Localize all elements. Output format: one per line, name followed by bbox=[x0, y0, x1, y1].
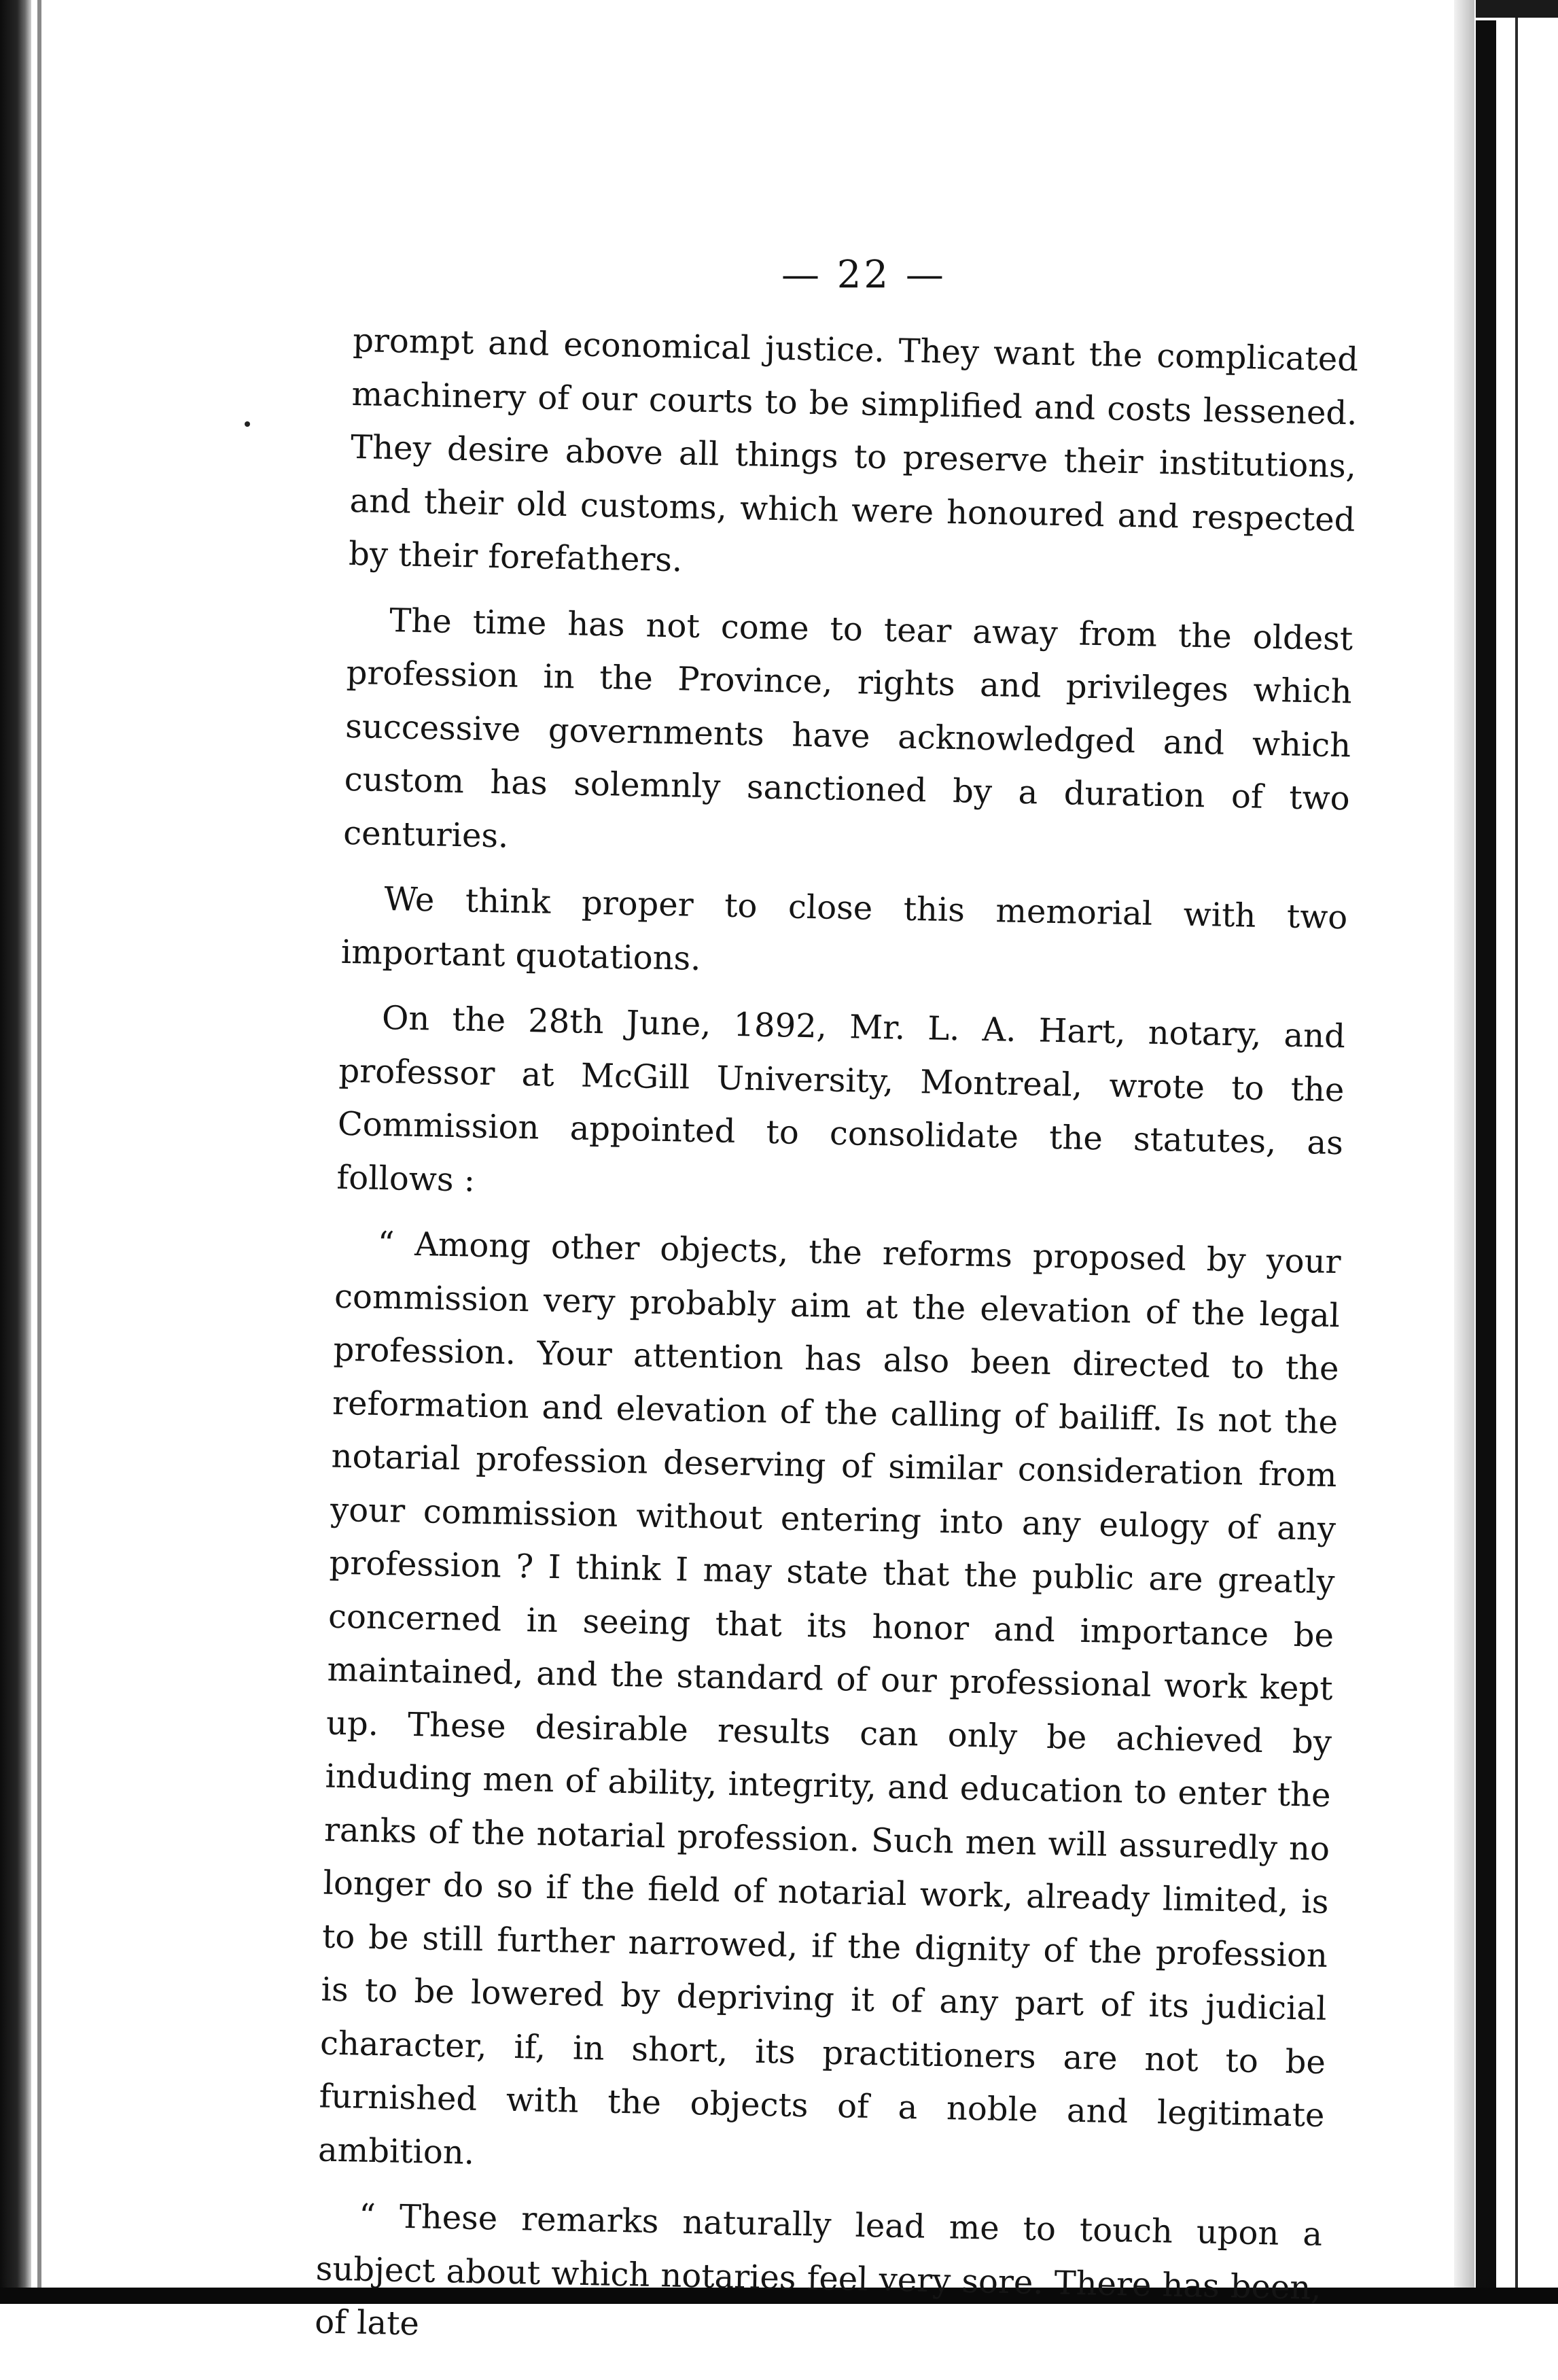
page-edge-shadow-right bbox=[1454, 0, 1474, 2304]
page-edge-bar-right bbox=[1476, 20, 1496, 2304]
quotation-paragraph: “ These remarks naturally lead me to touch upon a subject about which notaries feel very sore. There has been, of late bbox=[314, 2197, 1323, 2343]
ink-speck bbox=[245, 421, 250, 427]
body-text bbox=[314, 314, 1359, 2380]
page-edge-top-right bbox=[1476, 0, 1558, 18]
paragraph: The time has not come to tear away from the oldest profession in the Province, rights and privileges which successive governments have acknowledged and which custom has solemnly sanctioned by a duration of two centuries. bbox=[342, 601, 1353, 856]
binding-line-left bbox=[37, 0, 41, 2304]
page-number: — 22 — bbox=[781, 253, 946, 297]
paragraph: We think proper to close this memorial with two important quotations. bbox=[340, 880, 1348, 978]
paragraph-continuation: prompt and economical justice. They want the complicated machinery of our courts to be simplified and costs lessened. They desire above all things to preserve their institutions, and their old customs, which were honoured and respected by their forefathers. bbox=[348, 321, 1359, 580]
binding-edge-left bbox=[0, 0, 31, 2304]
paragraph: On the 28th June, 1892, Mr. L. A. Hart, notary, and professor at McGill University, Montreal, wrote to the Commission appointed to consolidate the statutes, as follows : bbox=[336, 999, 1346, 1200]
page-edge-line-right bbox=[1515, 0, 1518, 2304]
quotation-paragraph: “ Among other objects, the reforms proposed by your commission very probably aim at the elevation of the legal profession. Your attention has also been directed to the reformation and elevation of the calling of bailiff. Is not the notarial profession deserving of similar consideration from your commission without entering into any eulogy of any profession ? I think I may state that the public are greatly concerned in seeing that its honor and importance be maintained, and the standard of our professional work kept up. These desirable results can only be achieved by induding men of ability, integrity, and education to enter the ranks of the notarial profession. Such men will assuredly no longer do so if the field of notarial work, already limited, is to be still further narrowed, if the dignity of the profession is to be lowered by depriving it of any part of its judicial character, if, in short, its practitioners are not to be furnished with the objects of a noble and legitimate ambition. bbox=[317, 1224, 1342, 2172]
